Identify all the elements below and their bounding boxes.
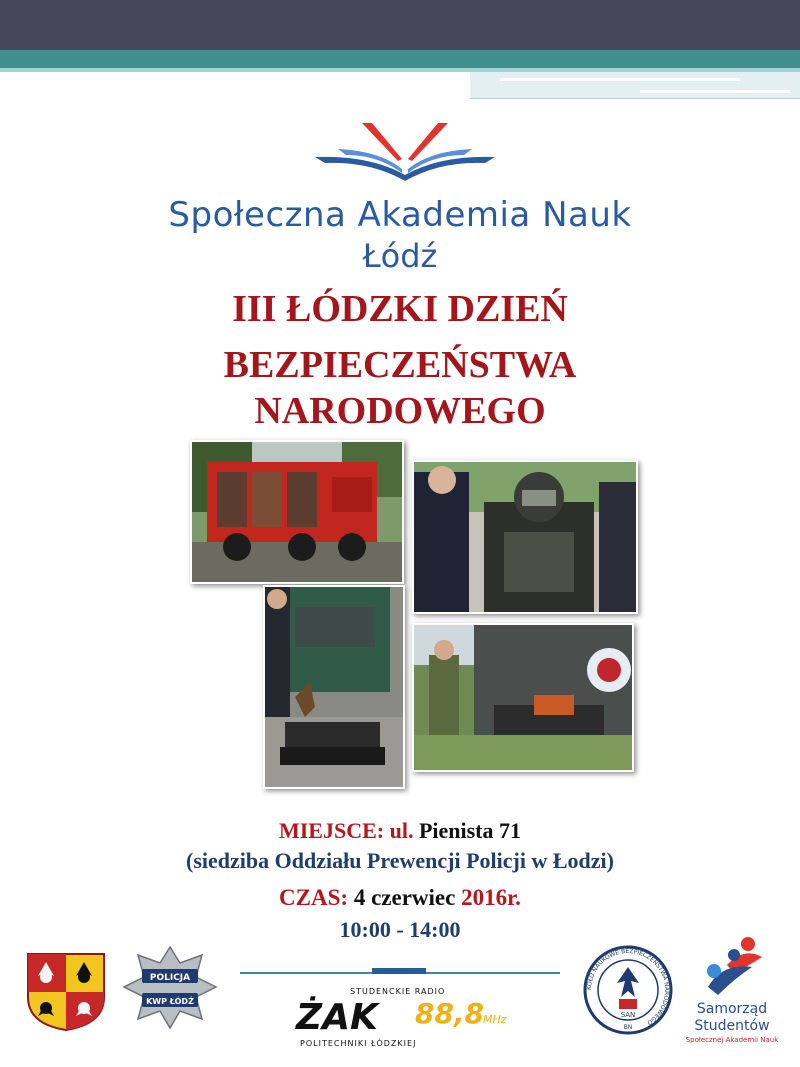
photo-military-tent [412,623,634,772]
police-top-text: POLICJA [149,973,191,983]
place-value: Pienista 71 [418,818,522,843]
title-line-2: BEZPIECZEŃSTWA [223,344,577,386]
radio-unit: MHz [483,1013,507,1026]
student-council-logo [672,935,792,1050]
photo-bomb-suit [412,460,638,614]
title-line-3: NARODOWEGO [254,390,546,432]
place-label: MIEJSCE: [278,818,385,843]
header-light-strip [470,72,800,99]
coat-of-arms-icon [26,952,106,1032]
photo-robot-dog [263,585,405,789]
photo-fire-truck [190,440,404,584]
police-star-icon [120,945,220,1030]
radio-top-text: STUDENCKIE RADIO [350,987,446,996]
title-line-1: III ŁÓDZKI DZIEŃ [232,288,568,330]
header-dark-bar [0,0,800,50]
event-year: 2016r. [461,885,521,910]
event-hours: 10:00 - 14:00 [339,917,461,942]
date-value: 4 czerwiec [353,885,456,910]
place-detail: (siedziba Oddziału Prewencji Policji w Łodzi) [186,848,614,873]
seal-bottom-text: BN [623,1024,633,1031]
student-council-line-1: Samorząd [696,1001,768,1017]
event-time [0,885,800,911]
radio-bottom-text: POLITECHNIKI ŁÓDZKIEJ [300,1039,417,1048]
radio-frequency: 88,8 [415,997,485,1030]
police-bottom-text: KWP ŁÓDŹ [146,997,194,1006]
eagle-seal-icon [583,945,673,1035]
footer-divider-accent [372,968,426,974]
org-city: Łódź [362,237,438,275]
student-council-line-3: Społecznej Akademii Nauk [685,1036,779,1044]
header-teal-band [0,50,800,68]
header-strip-line [640,90,790,93]
open-book-icon [310,115,500,190]
header-strip-line [500,78,740,81]
org-name: Społeczna Akademia Nauk [168,195,632,235]
event-place [0,818,800,844]
time-label: CZAS: [279,885,349,910]
radio-zak-logo [290,985,520,1050]
student-council-line-2: Studentów [694,1018,770,1034]
seal-ring-text: KOŁO NAUKOWE BEZPIECZEŃSTWA NARODOWEGO [585,947,671,1027]
people-figures-icon [672,935,792,1001]
seal-center-text: SAN [620,1011,636,1019]
place-prefix: ul. [389,818,414,843]
radio-name: ŻAK [296,997,378,1038]
